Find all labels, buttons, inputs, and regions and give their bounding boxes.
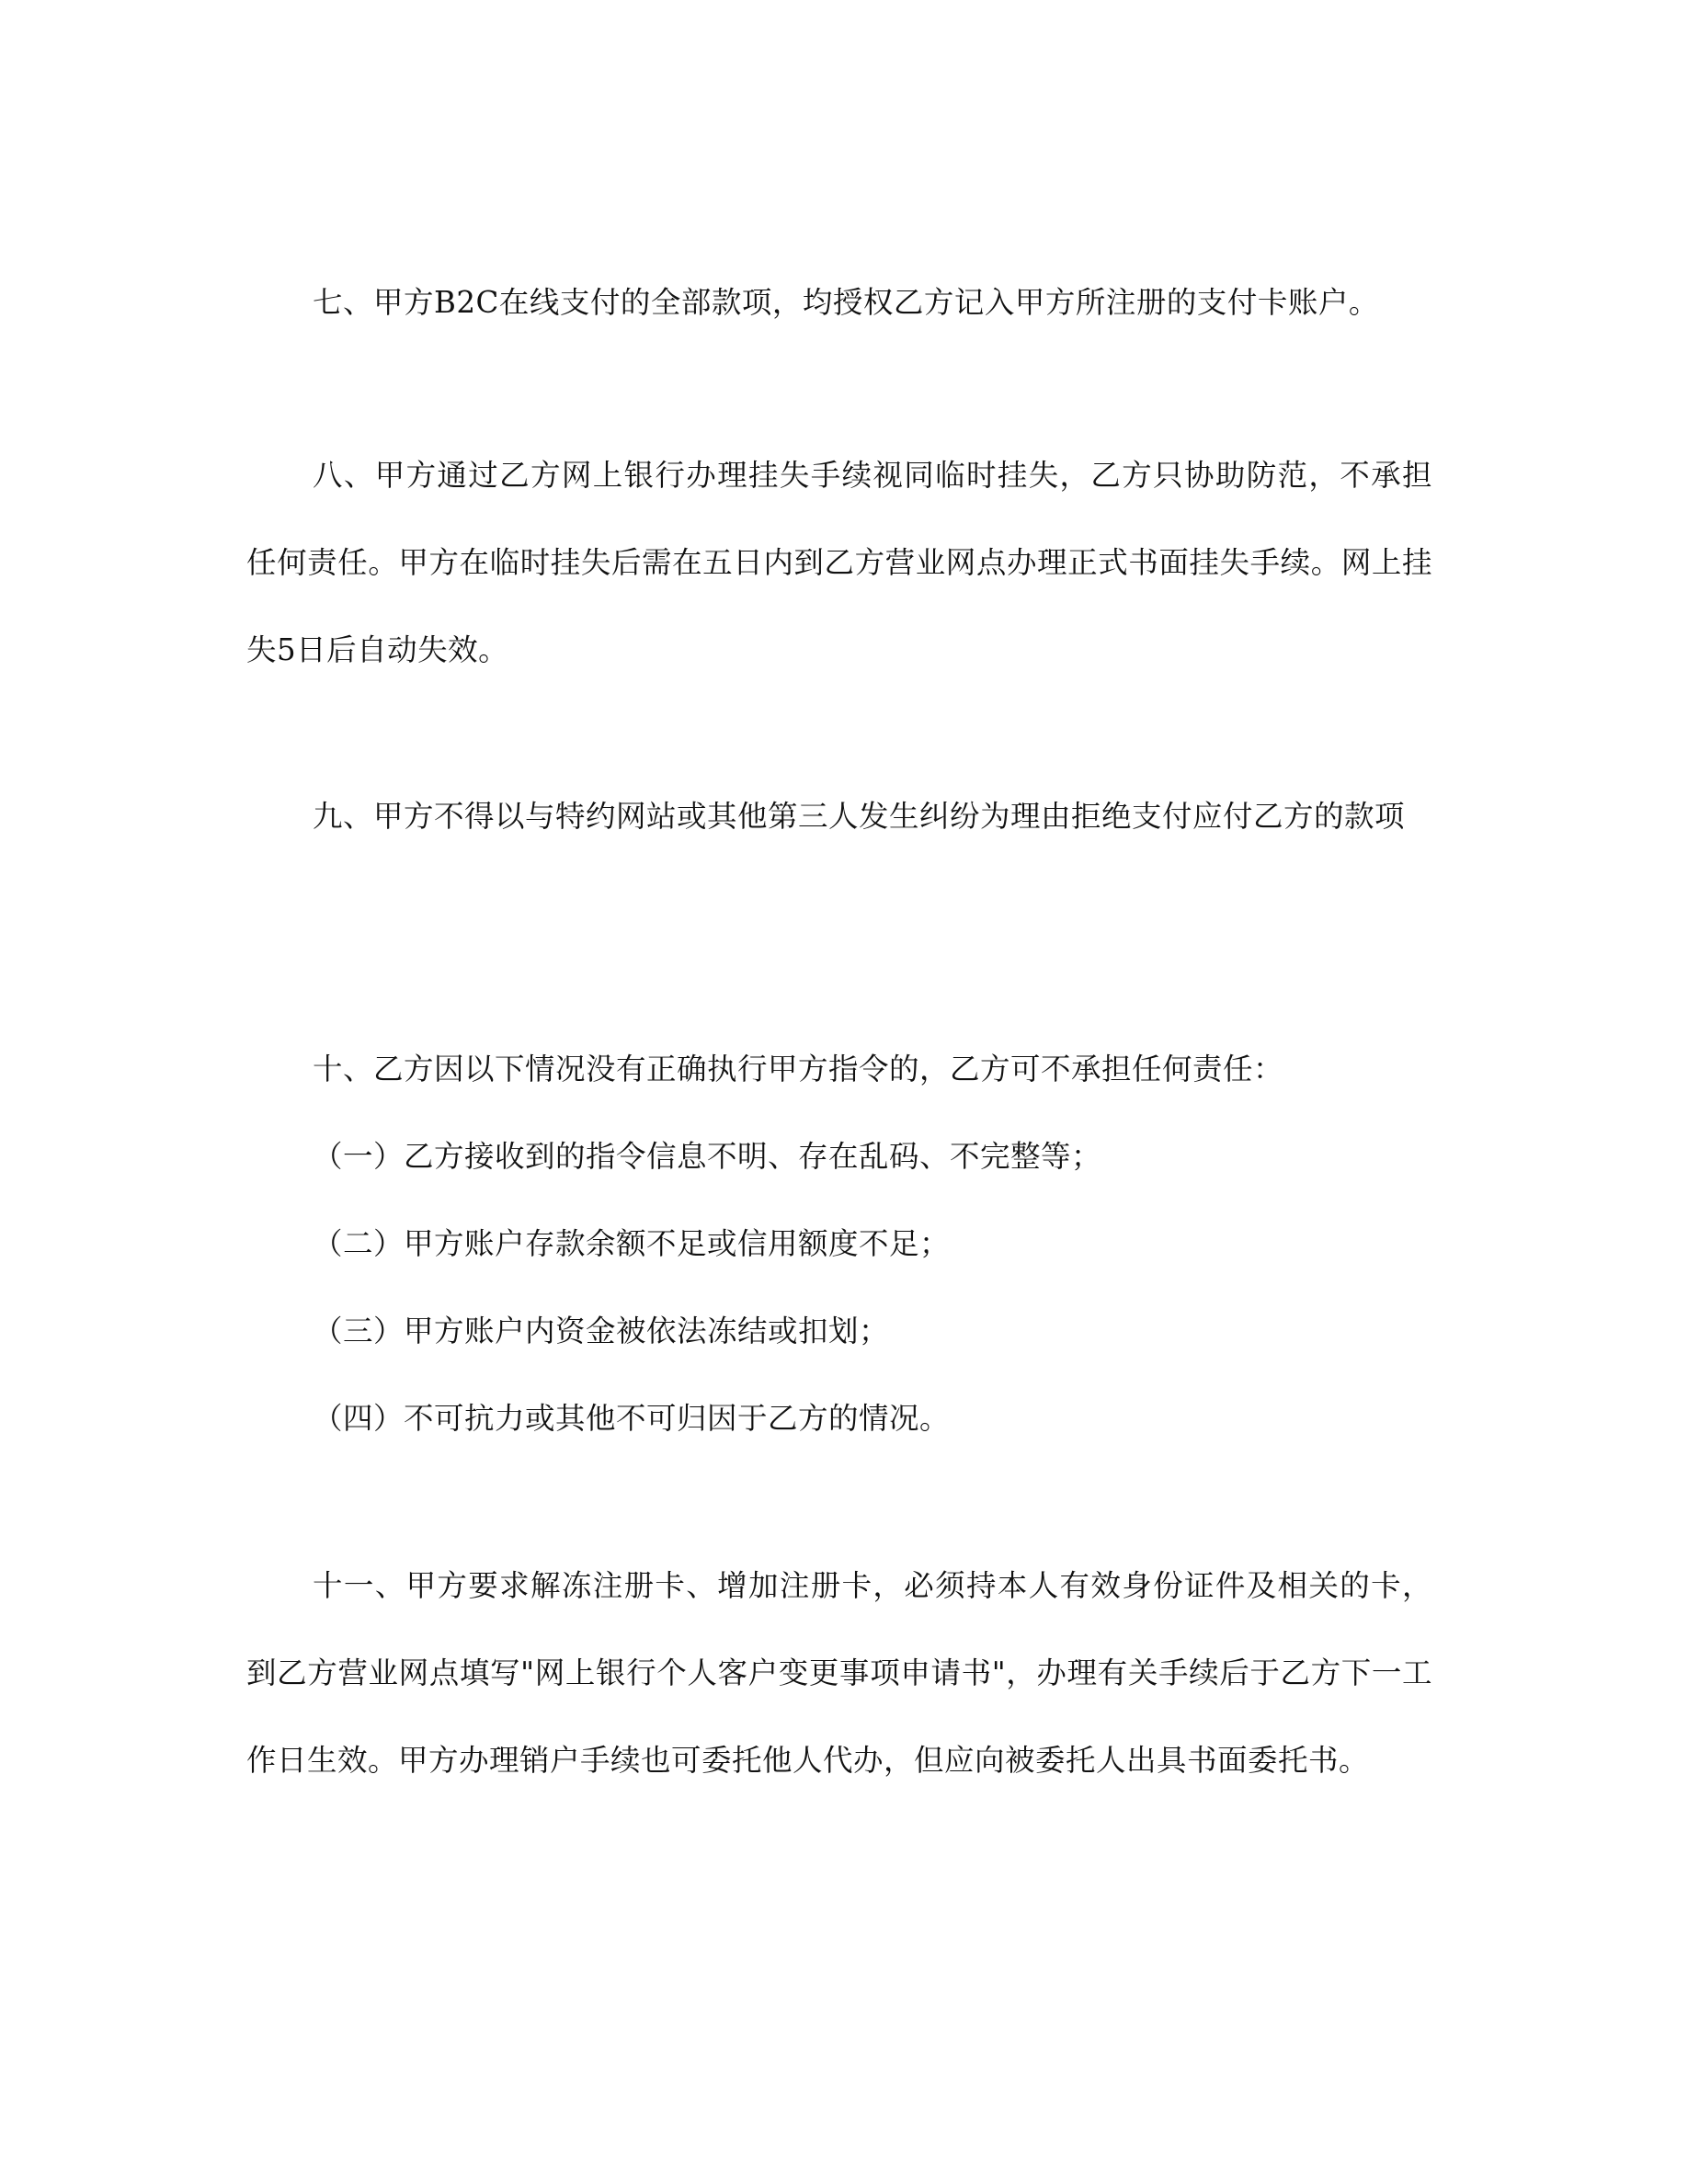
- clause-10-item-4: （四）不可抗力或其他不可归因于乙方的情况。: [313, 1401, 951, 1436]
- clause-10-item-3: （三）甲方账户内资金被依法冻结或扣划；: [313, 1314, 890, 1348]
- clause-11-paragraph: 十一、甲方要求解冻注册卡、增加注册卡，必须持本人有效身份证件及相关的卡，到乙方营业网点填写"网上银行个人客户变更事项申请书"，办理有关手续后于乙方下一工作日生效。甲方办理销户手续也可委托他人代办，但应向被委托人出具书面委托书。: [246, 1568, 1432, 1778]
- clause-8-paragraph: 八、甲方通过乙方网上银行办理挂失手续视同临时挂失，乙方只协助防范，不承担任何责任。甲方在临时挂失后需在五日内到乙方营业网点办理正式书面挂失手续。网上挂失5日后自动失效。: [246, 458, 1432, 667]
- clause-10-item-2: （二）甲方账户存款余额不足或信用额度不足；: [313, 1226, 951, 1261]
- clause-9-paragraph: 九、甲方不得以与特约网站或其他第三人发生纠纷为理由拒绝支付应付乙方的款项: [313, 799, 1406, 834]
- clause-7-paragraph: 七、甲方B2C在线支付的全部款项，均授权乙方记入甲方所注册的支付卡账户。: [313, 285, 1379, 320]
- clause-10-item-1: （一）乙方接收到的指令信息不明、存在乱码、不完整等；: [313, 1139, 1102, 1174]
- clause-10-paragraph: 十、乙方因以下情况没有正确执行甲方指令的，乙方可不承担任何责任：: [313, 1052, 1284, 1086]
